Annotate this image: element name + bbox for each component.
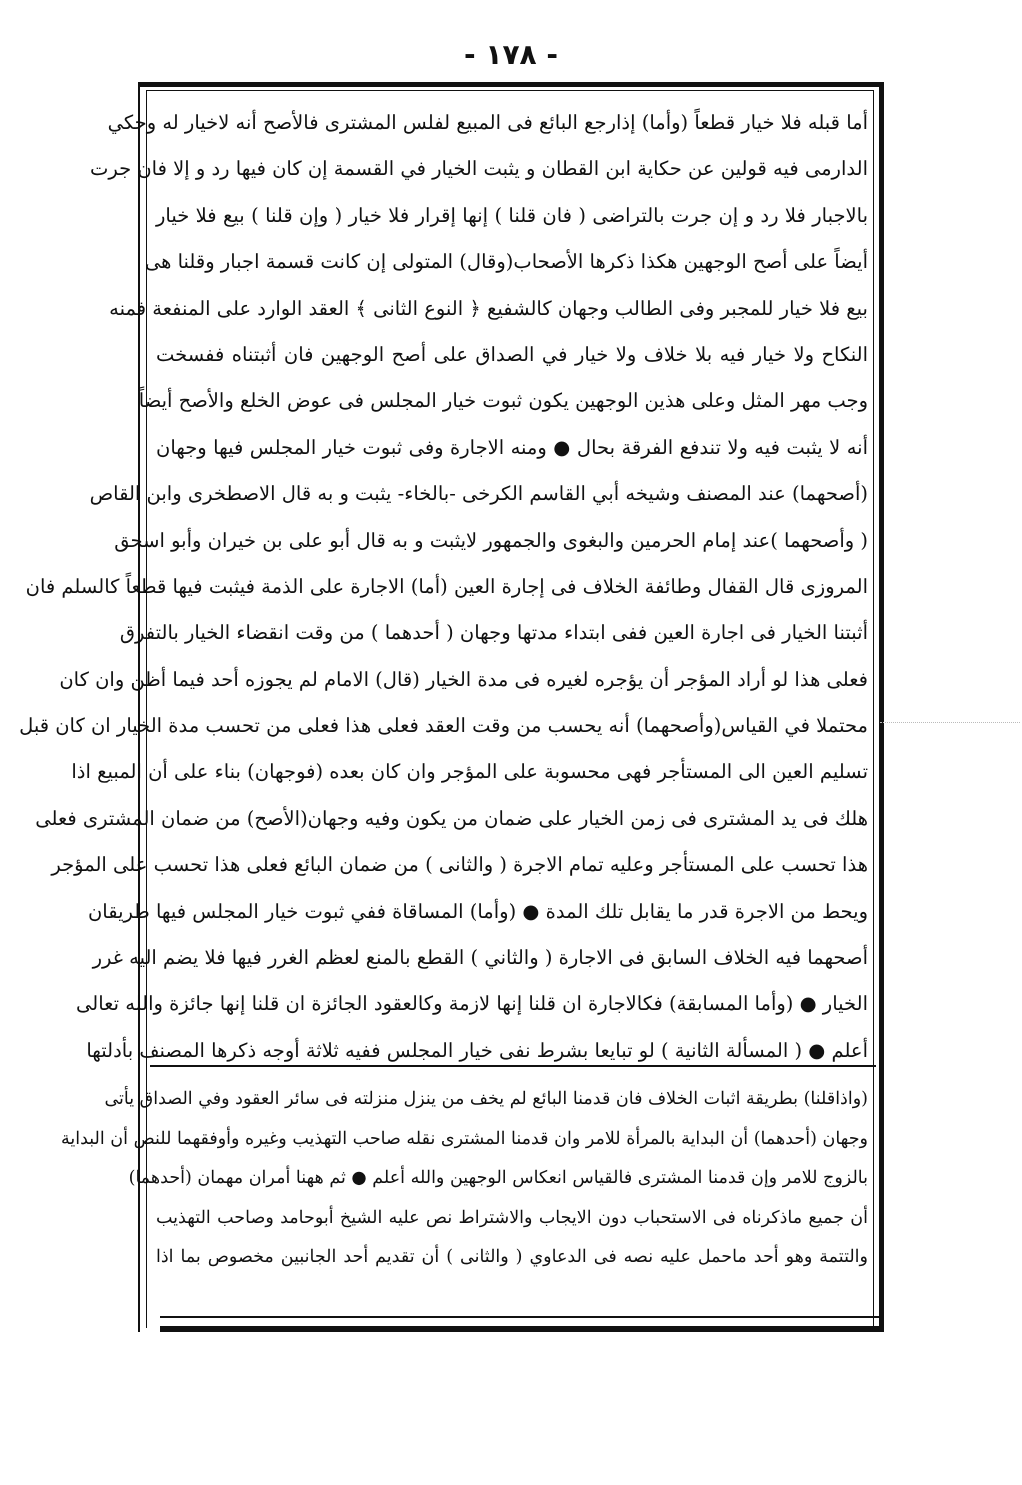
footnote-line: بالزوج للامر وإن قدمنا المشترى فالقياس انعكاس الوجهين والله أعلم ● ثم ههنا أمران مهمان (أحدهما): [128, 1168, 868, 1188]
main-text-line: أيضاً على أصح الوجهين هكذا ذكرها الأصحاب(وقال) المتولى إن كانت قسمة اجبار وقلنا هى: [144, 250, 868, 274]
main-text-line: وجب مهر المثل وعلى هذين الوجهين يكون ثبوت خيار المجلس فى عوض الخلع والأصح أيضاً: [138, 389, 868, 413]
footnote-line: وجهان (أحدهما) أن البداية بالمرأة للامر وان قدمنا المشترى نقله صاحب التهذيب وغيره وأوفقهما للنص أن البداية: [60, 1128, 868, 1149]
main-text-line: ويحط من الاجرة قدر ما يقابل تلك المدة ● (وأما) المساقاة ففي ثبوت خيار المجلس فيها طريقان: [87, 899, 868, 923]
main-text-line: (أصحهما) عند المصنف وشيخه أبي القاسم الكرخى -بالخاء- يثبت و به قال الاصطخرى وابن القاص: [89, 482, 868, 506]
main-text-line: محتملا في القياس(وأصحهما) أنه يحسب من وقت العقد فعلى هذا فعلى من تحسب مدة الخيار ان كان قبل: [19, 714, 868, 738]
footnote-block: [60, 1080, 868, 1278]
main-text-line: تسليم العين الى المستأجر فهى محسوبة على المؤجر وان كان بعده (فوجهان) بناء على أن المبيع اذا: [71, 760, 868, 784]
footnote-separator: [150, 1065, 876, 1067]
main-text-line: أثبتنا الخيار فى اجارة العين ففى ابتداء مدتها وجهان ( أحدهما ) من وقت انقضاء الخيار بالتفرق: [119, 621, 868, 645]
footnote-line: أن جميع ماذكرناه فى الاستحباب دون الايجاب والاشتراط نص عليه الشيخ أبوحامد وصاحب التهذيب: [156, 1207, 868, 1228]
main-text-line: بيع فلا خيار للمجبر وفى الطالب وجهان كالشفيع ﴿ النوع الثانى ﴾ العقد الوارد على المنفعة فمنه: [109, 296, 868, 320]
margin-dotted-mark: [880, 722, 1020, 725]
main-text-line: المروزى قال القفال وطائفة الخلاف فى إجارة العين (أما) الاجارة على الذمة فيثبت فيها قطعاً كالسلم فان: [25, 574, 868, 598]
main-text-line: هذا تحسب على المستأجر وعليه تمام الاجرة ( والثانى ) من ضمان البائع فعلى هذا تحسب على المؤجر: [51, 853, 868, 877]
main-text-line: أعلم ● ( المسألة الثانية ) لو تبايعا بشرط نفى خيار المجلس ففيه ثلاثة أوجه ذكرها المصنف بأدلتها: [86, 1038, 868, 1062]
main-text-line: الخيار ● (وأما المسابقة) فكالاجارة ان قلنا إنها لازمة وكالعقود الجائزة ان قلنا إنها جائزة والله تعالى: [76, 992, 868, 1016]
main-text-block: [19, 100, 868, 1074]
page-number: - ١٧٨ -: [463, 38, 559, 71]
main-text-line: أما قبله فلا خيار قطعاً (وأما) إذارجع البائع فى المبيع لفلس المشترى فالأصح أنه لاخيار له وحكي: [107, 111, 868, 134]
main-text-line: أنه لا يثبت فيه ولا تندفع الفرقة بحال ● ومنه الاجارة وفى ثبوت خيار المجلس فيها وجهان: [156, 435, 868, 459]
main-text-line: بالاجبار فلا رد و إن جرت بالتراضى ( فان قلنا ) إنها إقرار فلا خيار ( وإن قلنا ) بيع فلا خيار: [156, 203, 868, 227]
bottom-thin-rule: [160, 1316, 882, 1318]
main-text-line: أصحهما فيه الخلاف السابق فى الاجارة ( والثاني ) القطع بالمنع لعظم الغرر فيها فلا يضم اليه غرر: [92, 946, 868, 970]
main-text-line: ( وأصحهما )عند إمام الحرمين والبغوى والجمهور لايثبت و به قال أبو على بن خيران وأبو اسحق: [114, 528, 868, 552]
bottom-thick-rule: [160, 1326, 882, 1332]
footnote-line: (واذاقلنا) بطريقة اثبات الخلاف فان قدمنا البائع لم يخف من ينزل منزلته فى سائر العقود وفي الصداق يأتى: [104, 1089, 868, 1109]
main-text-line: النكاح ولا خيار فيه بلا خلاف ولا خيار في الصداق على أصح الوجهين فان أثبتناه ففسخت: [156, 342, 868, 366]
main-text-line: الدارمى فيه قولين عن حكاية ابن القطان و يثبت الخيار في القسمة إن كان فيها رد و إلا فان جرت: [89, 157, 868, 181]
main-text-line: هلك فى يد المشترى فى زمن الخيار على ضمان من يكون وفيه وجهان(الأصح) من ضمان المشترى فعلى: [35, 806, 868, 830]
footnote-line: والتتمة وهو أحد ماحمل عليه نصه فى الدعاوي ( والثانى ) أن تقديم أحد الجانبين مخصوص بما اذا: [156, 1247, 868, 1267]
main-text-line: فعلى هذا لو أراد المؤجر أن يؤجره لغيره فى مدة الخيار (قال) الامام لم يجوزه أحد فيما أظن وان كان: [59, 667, 868, 691]
